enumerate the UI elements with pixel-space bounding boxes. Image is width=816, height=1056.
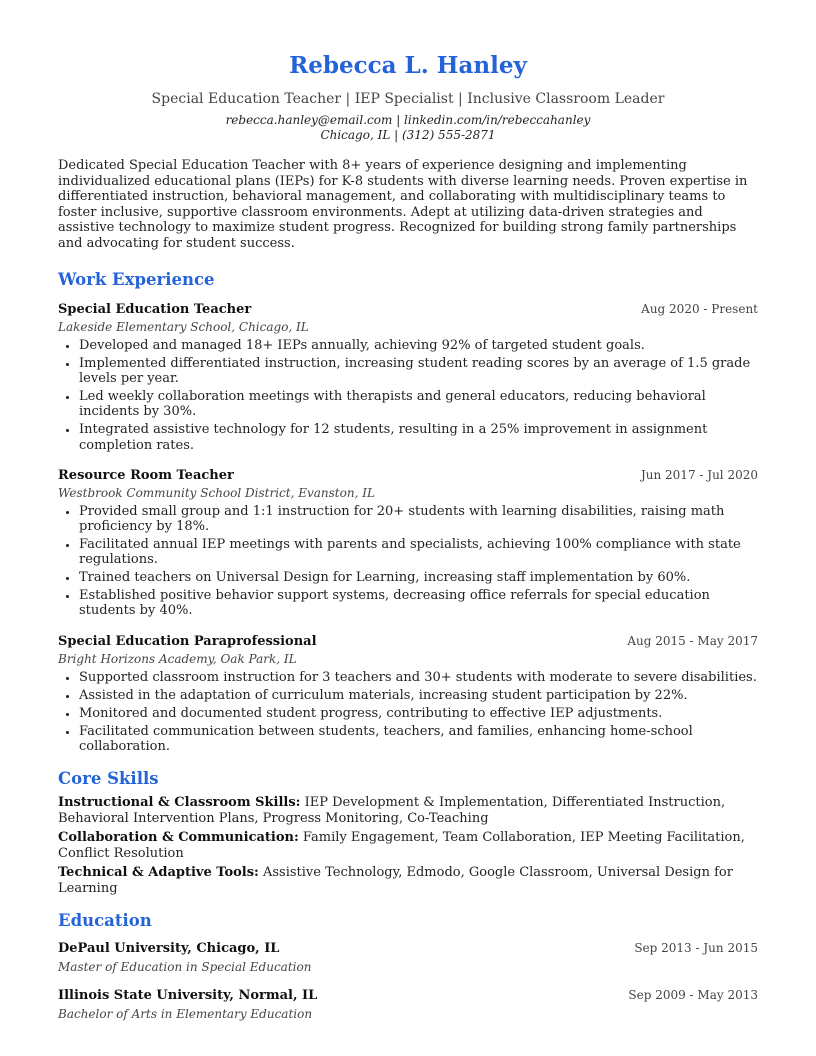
- job-bullets: [58, 504, 758, 619]
- skill-category-items: Assistive Technology, Edmodo, Google Classroom, Universal Design for Learning: [58, 865, 733, 896]
- bullet-item: • Monitored and documented student progress, contributing to effective IEP adjustments.: [79, 706, 758, 721]
- bullet-item: • Provided small group and 1:1 instruction for 20+ students with learning disabilities, raising math proficiency by 18%.: [79, 504, 758, 534]
- bullet-item: • Developed and managed 18+ IEPs annually, achieving 92% of targeted student goals.: [79, 338, 758, 353]
- bullet-item: • Facilitated annual IEP meetings with parents and specialists, achieving 100% compliance with state regulations.: [79, 537, 758, 567]
- professional-summary: Dedicated Special Education Teacher with 8+ years of experience designing and implementing individualized educational plans (IEPs) for K-8 students with diverse learning needs. Proven expertise in differentiated instruction, behavioral management, and collaborating with multidisciplinary teams to foster inclusive, supportive classroom environments. Adept at utilizing data-driven strategies and assistive technology to maximize student progress. Recognized for building strong family partnerships and advocating for student success.: [58, 158, 748, 251]
- bullet-item: • Assisted in the adaptation of curriculum materials, increasing student participation by 22%.: [79, 688, 758, 703]
- job-dates: Jun 2017 - Jul 2020: [640, 467, 758, 482]
- job-dates: Aug 2020 - Present: [641, 302, 758, 316]
- education-entry: [58, 940, 758, 975]
- job-title: Special Education Paraprofessional: [58, 633, 317, 649]
- skill-category-label: Technical & Adaptive Tools:: [58, 865, 259, 881]
- tagline: Special Education Teacher | IEP Specialist | Inclusive Classroom Leader: [151, 91, 665, 107]
- education-header: [58, 987, 758, 1004]
- degree: Master of Education in Special Education: [58, 960, 312, 975]
- job-bullets: [58, 338, 758, 453]
- job-organization: Lakeside Elementary School, Chicago, IL: [58, 320, 309, 334]
- job-title: Special Education Teacher: [58, 302, 252, 317]
- bullet-item: • Trained teachers on Universal Design for Learning, increasing staff implementation by 60%.: [79, 570, 758, 585]
- job-entry: [58, 633, 758, 754]
- job-entry: [58, 301, 758, 453]
- bullet-item: • Integrated assistive technology for 12 students, resulting in a 25% improvement in assignment completion rates.: [79, 422, 758, 452]
- contact-line-email-linkedin: rebecca.hanley@email.com | linkedin.com/in/rebeccahanley: [225, 113, 591, 127]
- skills-list: [58, 795, 758, 896]
- job-title: Resource Room Teacher: [58, 467, 234, 483]
- bullet-item: • Supported classroom instruction for 3 teachers and 30+ students with moderate to severe disabilities.: [79, 670, 758, 685]
- contact-line-location-phone: Chicago, IL | (312) 555-2871: [320, 128, 496, 142]
- job-entry: [58, 467, 758, 619]
- section-title-education: Education: [58, 911, 152, 931]
- skill-category-label: Instructional & Classroom Skills:: [58, 795, 301, 811]
- skill-row: [58, 795, 758, 826]
- job-dates: Aug 2015 - May 2017: [627, 633, 758, 648]
- job-header: [58, 301, 758, 318]
- education-entry: [58, 987, 758, 1022]
- education-header: [58, 940, 758, 957]
- skill-row: [58, 865, 758, 896]
- candidate-name: Rebecca L. Hanley: [289, 52, 527, 79]
- job-header: [58, 633, 758, 650]
- skill-category-items: IEP Development & Implementation, Differentiated Instruction, Behavioral Intervention Plans, Progress Monitoring, Co-Teaching: [58, 795, 726, 826]
- degree: Bachelor of Arts in Elementary Education: [58, 1007, 313, 1022]
- section-title-work-experience: Work Experience: [58, 270, 215, 289]
- skill-category-label: Collaboration & Communication:: [58, 830, 299, 846]
- school-name: Illinois State University, Normal, IL: [58, 988, 318, 1004]
- skill-row: [58, 830, 758, 861]
- education-dates: Sep 2009 - May 2013: [628, 988, 758, 1003]
- job-header: [58, 467, 758, 484]
- bullet-item: • Facilitated communication between students, teachers, and families, enhancing home-school collaboration.: [79, 724, 758, 754]
- bullet-item: • Led weekly collaboration meetings with therapists and general educators, reducing behavioral incidents by 30%.: [79, 389, 758, 419]
- school-name: DePaul University, Chicago, IL: [58, 941, 280, 957]
- education-dates: Sep 2013 - Jun 2015: [634, 941, 758, 956]
- job-organization: Bright Horizons Academy, Oak Park, IL: [58, 651, 297, 666]
- job-bullets: [58, 670, 758, 754]
- section-title-core-skills: Core Skills: [58, 769, 159, 789]
- bullet-item: • Implemented differentiated instruction, increasing student reading scores by an average of 1.5 grade levels per year.: [79, 356, 758, 386]
- skill-category-items: Family Engagement, Team Collaboration, IEP Meeting Facilitation, Conflict Resolution: [58, 830, 745, 861]
- bullet-item: • Established positive behavior support systems, decreasing office referrals for special education students by 40%.: [79, 588, 758, 618]
- job-organization: Westbrook Community School District, Evanston, IL: [58, 485, 375, 500]
